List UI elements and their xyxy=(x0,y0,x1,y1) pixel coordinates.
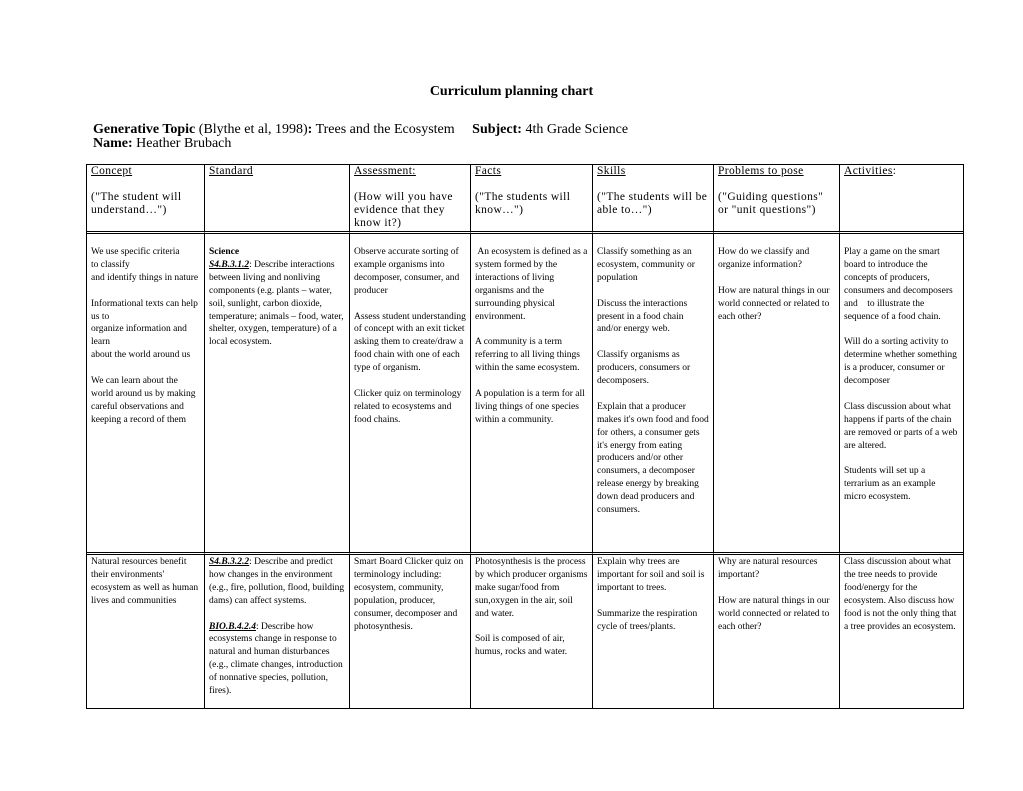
header-label: Activities xyxy=(844,165,893,177)
cell-text: How are natural things in our world connected or related to each other? xyxy=(718,595,830,632)
cell-text: Informational texts can help us to xyxy=(91,298,198,322)
cell-text: Play a game on the smart board to introduce the concepts of producers, consumers and decomposers and to illustrate the sequence of a food chain. xyxy=(844,247,956,322)
cell-text: Natural resources benefit their environments' ecosystem as well as human lives and communities xyxy=(91,557,199,606)
topic-value: Trees and the Ecosystem xyxy=(315,122,455,137)
cell-text: Explain that a producer makes it's own food and food for others, a consumer gets it's energy from eating producers and/or other consumers, a decomposer release energy by breaking down dead producers and consumers. xyxy=(597,401,709,516)
cell-assessment xyxy=(350,555,471,708)
cell-text: to classify xyxy=(91,259,130,270)
header-skills xyxy=(593,165,714,234)
header-label: Skills xyxy=(597,165,626,177)
cell-activities xyxy=(840,555,963,708)
curriculum-table xyxy=(86,164,964,709)
standard-entry xyxy=(209,621,345,698)
header-label: Facts xyxy=(475,165,502,177)
subject-label: Subject: xyxy=(472,122,522,137)
cell-text: Smart Board Clicker quiz on terminology including: ecosystem, community, population, producer, consumer, decomposer and photosynthesis. xyxy=(354,557,464,632)
cell-text: Class discussion about what the tree needs to provide food/energy for the ecosystem. Also discuss how food is not the only thing that a tree provides an ecosystem. xyxy=(844,557,957,632)
header-activities xyxy=(840,165,963,234)
header-label: Problems to pose xyxy=(718,165,804,177)
header-subtext: ("The students will know…") xyxy=(475,191,571,216)
cell-text: An ecosystem is defined as a system formed by the interactions of living organisms and the surrounding physical environment. xyxy=(475,247,590,322)
header-meta xyxy=(93,123,628,151)
standard-entry xyxy=(209,259,345,349)
cell-concept xyxy=(87,555,205,708)
name-line xyxy=(93,137,628,151)
topic-label: Generative Topic xyxy=(93,122,196,137)
cell-text: Classify organisms as producers, consumers or decomposers. xyxy=(597,350,691,387)
cell-text: Students will set up a terrarium as an example micro ecosystem. xyxy=(844,466,936,503)
cell-text: Classify something as an ecosystem, community or population xyxy=(597,247,695,283)
header-subtext: ("The student will understand…") xyxy=(91,191,182,216)
cell-skills xyxy=(593,555,714,708)
cell-text: Explain why trees are important for soil and soil is important to trees. xyxy=(597,557,705,593)
page-title: Curriculum planning chart xyxy=(429,84,594,99)
cell-text: Soil is composed of air, humus, rocks and water. xyxy=(475,634,568,658)
cell-text: Class discussion about what happens if parts of the chain are removed or parts of a web are altered. xyxy=(844,401,958,451)
standard-code: BIO.B.4.2.4 xyxy=(209,621,256,632)
header-colon: : xyxy=(892,165,897,177)
cell-text: Clicker quiz on terminology related to ecosystems and food chains. xyxy=(354,388,462,425)
standard-code: S4.B.3.2.2 xyxy=(209,557,250,567)
header-concept xyxy=(87,165,205,234)
cell-concept xyxy=(87,234,205,555)
standard-text: : Describe how ecosystems change in response to natural and human disturbances (e.g., climate changes, introduction of nonnative species, pollution, fires). xyxy=(209,621,343,697)
cell-text: Why are natural resources important? xyxy=(718,557,818,580)
header-facts xyxy=(471,165,593,234)
cell-text: organize information and learn xyxy=(91,324,187,348)
cell-text: Discuss the interactions present in a food chain and/or energy web. xyxy=(597,298,688,335)
header-standard xyxy=(205,165,350,234)
cell-text: Will do a sorting activity to determine whether something is a producer, consumer or decomposer xyxy=(844,337,957,387)
cell-text: Observe accurate sorting of example organisms into decomposer, consumer, and producer xyxy=(354,247,460,296)
cell-text: Photosynthesis is the process by which producer organisms make sugar/food from sun,oxygen in the air, soil and water. xyxy=(475,557,588,619)
standard-text: : Describe and predict how changes in the environment (e.g., fire, pollution, flood, building dams) can affect systems. xyxy=(209,557,345,606)
cell-text: A population is a term for all living things of one species within a community. xyxy=(475,388,585,425)
standard-heading: Science xyxy=(209,247,240,257)
cell-text: We can learn about the world around us by making careful observations and keeping a record of them xyxy=(91,376,196,425)
cell-text: A community is a term referring to all living things within the same ecosystem. xyxy=(475,337,581,374)
standard-entry xyxy=(209,556,345,608)
cell-facts xyxy=(471,555,593,708)
cell-standard xyxy=(205,234,350,555)
cell-text: and identify things in nature xyxy=(91,272,199,283)
name-label: Name: xyxy=(93,136,133,151)
cell-text: We use specific criteria xyxy=(91,247,180,257)
cell-skills xyxy=(593,234,714,555)
cell-facts xyxy=(471,234,593,555)
header-label: Standard xyxy=(209,165,254,177)
cell-problems xyxy=(714,234,840,555)
header-problems xyxy=(714,165,840,234)
table-row xyxy=(87,555,963,708)
header-label: Concept xyxy=(91,165,133,177)
header-assessment xyxy=(350,165,471,234)
name-value: Heather Brubach xyxy=(136,136,232,151)
cell-text: Summarize the respiration cycle of trees/plants. xyxy=(597,608,698,632)
subject-value: 4th Grade Science xyxy=(525,122,629,137)
cell-text: How do we classify and organize information? xyxy=(718,247,810,270)
header-row xyxy=(87,165,963,234)
cell-standard xyxy=(205,555,350,708)
standard-text: : Describe interactions between living and nonliving components (e.g. plants – water, soil, sunlight, carbon dioxide, temperature; animals – food, water, shelter, oxygen, temperature) of a local ecosystem. xyxy=(209,259,344,348)
cell-assessment xyxy=(350,234,471,555)
topic-colon: : xyxy=(307,122,313,137)
cell-text: Assess student understanding of concept with an exit ticket asking them to create/draw a food chain with one of each type of organism. xyxy=(354,311,466,374)
cell-activities xyxy=(840,234,963,555)
header-subtext: (How will you have evidence that they know it?) xyxy=(354,191,453,229)
topic-citation: (Blythe et al, 1998) xyxy=(198,122,308,137)
header-subtext: ("The students will be able to…") xyxy=(597,191,708,216)
header-label: Assessment: xyxy=(354,165,416,177)
header-subtext: ("Guiding questions" or "unit questions") xyxy=(718,191,824,216)
cell-problems xyxy=(714,555,840,708)
topic-line xyxy=(93,123,628,137)
cell-text: about the world around us xyxy=(91,350,191,361)
cell-text: How are natural things in our world connected or related to each other? xyxy=(718,285,830,322)
table-row xyxy=(87,234,963,555)
standard-code: S4.B.3.1.2 xyxy=(209,259,250,270)
